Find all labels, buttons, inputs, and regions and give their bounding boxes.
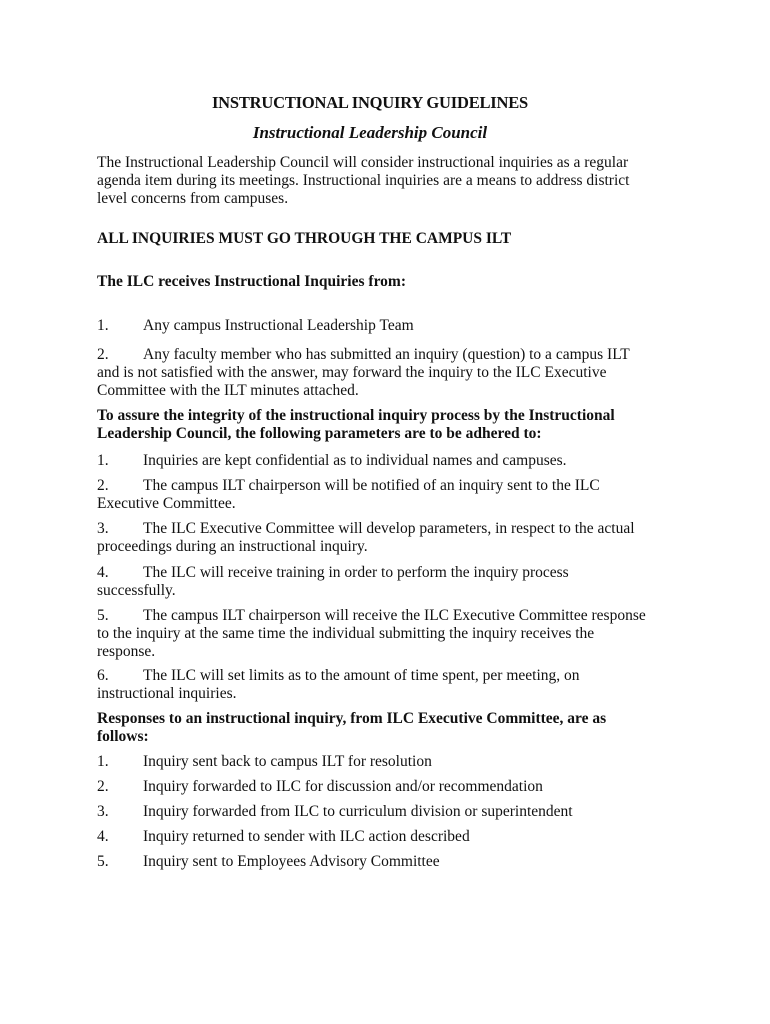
list-item-text: Inquiries are kept confidential as to individual names and campuses. <box>143 452 567 469</box>
list-item-text: Inquiry forwarded to ILC for discussion and/or recommendation <box>143 778 543 795</box>
list-item-number: 2. <box>97 346 109 363</box>
list-item-number: 2. <box>97 477 109 494</box>
list-item-text: The ILC will set limits as to the amount of time spent, per meeting, on instructional inquiries. <box>97 667 580 702</box>
list-item-text: Inquiry forwarded from ILC to curriculum division or superintendent <box>143 803 573 820</box>
list-item-number: 2. <box>97 778 109 795</box>
list-item <box>97 564 647 600</box>
list-item <box>97 803 647 821</box>
list-item-number: 5. <box>97 853 109 870</box>
list-item-number: 3. <box>97 803 109 820</box>
list-item-number: 1. <box>97 452 109 469</box>
list-item-number: 5. <box>97 607 109 624</box>
list-item-text: The campus ILT chairperson will be notified of an inquiry sent to the ILC Executive Committee. <box>97 477 600 512</box>
list-item-number: 6. <box>97 667 109 684</box>
list-item-text: The campus ILT chairperson will receive the ILC Executive Committee response to the inquiry at the same time the individual submitting the inquiry receives the response. <box>97 607 646 660</box>
parameters-heading: To assure the integrity of the instructional inquiry process by the Instructional Leadership Council, the following parameters are to be adhered to: <box>97 407 615 442</box>
list-item <box>97 317 647 335</box>
list-item <box>97 346 647 400</box>
list-item <box>97 853 647 871</box>
list-item <box>97 753 647 771</box>
list-item <box>97 828 647 846</box>
list-item-text: Inquiry sent back to campus ILT for resolution <box>143 753 432 770</box>
list-item-number: 4. <box>97 828 109 845</box>
list-item-text: Any faculty member who has submitted an inquiry (question) to a campus ILT and is not satisfied with the answer, may forward the inquiry to the ILC Executive Committee with the ILT minutes attached. <box>97 346 630 399</box>
list-item-number: 4. <box>97 564 109 581</box>
responses-heading: Responses to an instructional inquiry, from ILC Executive Committee, are as follows: <box>97 710 607 745</box>
list-item-text: The ILC will receive training in order to perform the inquiry process successfully. <box>97 564 569 599</box>
receives-heading: The ILC receives Instructional Inquiries from: <box>97 273 406 290</box>
rule-heading: ALL INQUIRIES MUST GO THROUGH THE CAMPUS ILT <box>97 230 512 247</box>
list-item <box>97 778 647 796</box>
list-item-text: The ILC Executive Committee will develop parameters, in respect to the actual proceedings during an instructional inquiry. <box>97 520 635 555</box>
list-item-text: Inquiry sent to Employees Advisory Committee <box>143 853 440 870</box>
document-title: INSTRUCTIONAL INQUIRY GUIDELINES <box>211 93 529 112</box>
list-item <box>97 607 647 661</box>
list-item-number: 1. <box>97 317 109 334</box>
document-subtitle: Instructional Leadership Council <box>252 123 488 142</box>
list-item <box>97 667 647 703</box>
list-item-text: Any campus Instructional Leadership Team <box>143 317 414 334</box>
list-item <box>97 477 647 513</box>
list-item <box>97 520 647 556</box>
list-item-number: 1. <box>97 753 109 770</box>
list-item <box>97 452 647 470</box>
list-item-text: Inquiry returned to sender with ILC action described <box>143 828 470 845</box>
list-item-number: 3. <box>97 520 109 537</box>
intro-paragraph: The Instructional Leadership Council will consider instructional inquiries as a regular agenda item during its meetings. Instructional inquiries are a means to address district level concerns from campuses. <box>97 154 630 207</box>
